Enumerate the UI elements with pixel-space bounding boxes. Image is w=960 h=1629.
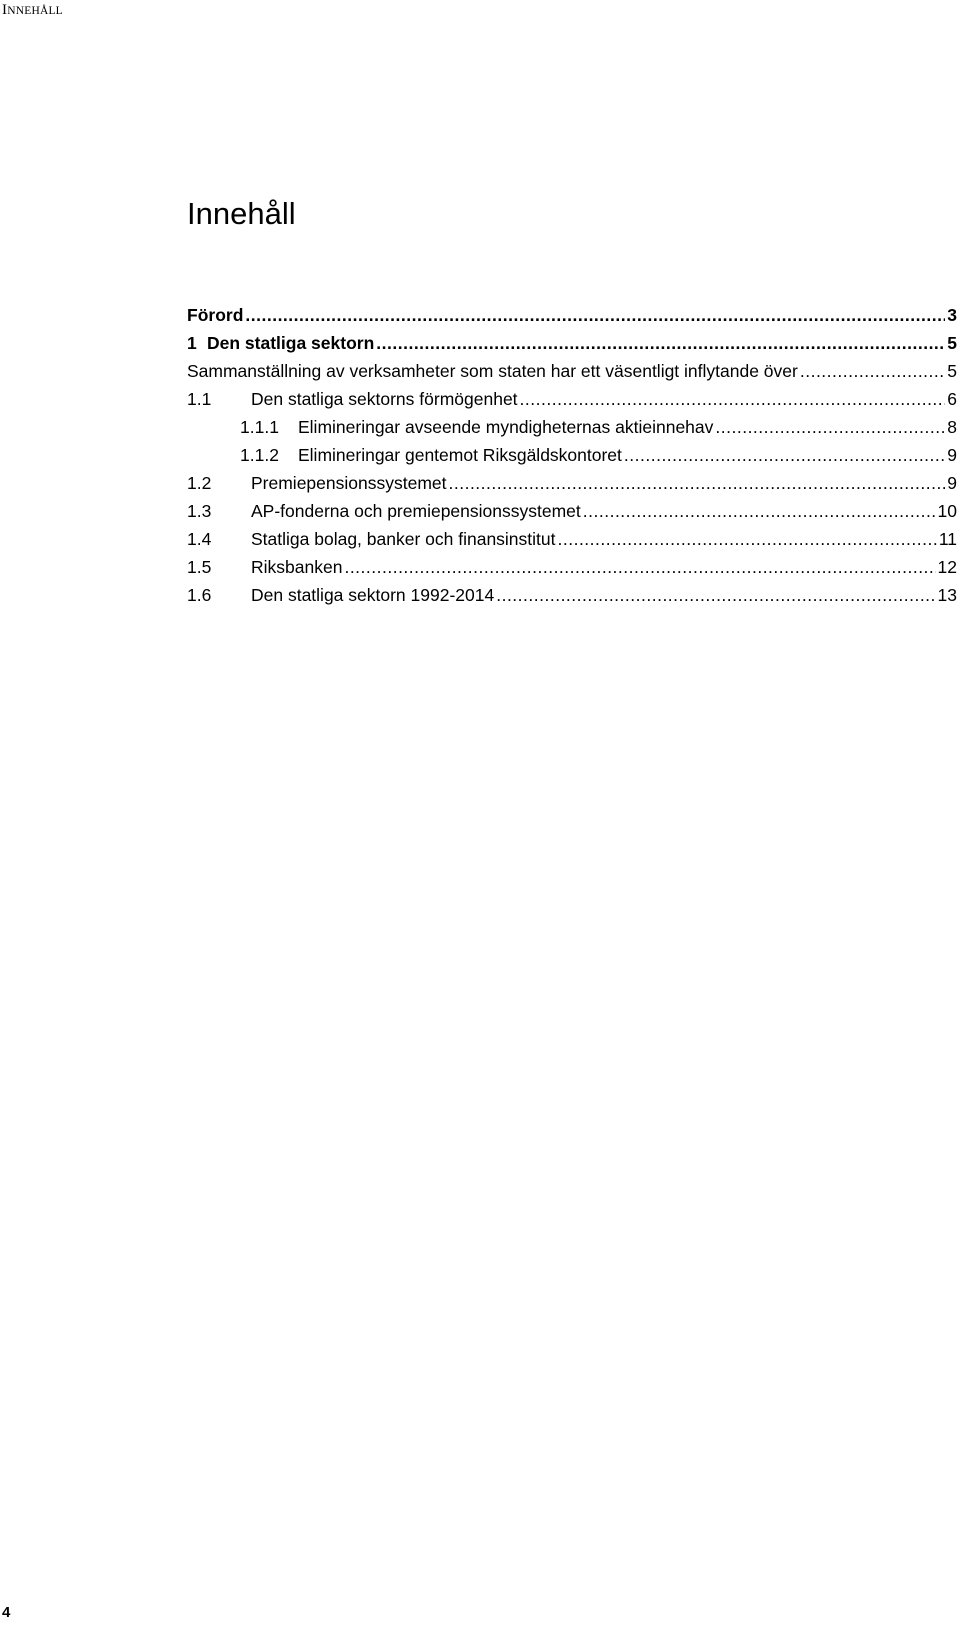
toc-entry-label: Elimineringar gentemot Riksgäldskontoret bbox=[298, 445, 622, 465]
toc-entry-label: Riksbanken bbox=[251, 557, 343, 577]
toc-leader-dots bbox=[624, 445, 945, 466]
running-head-initial: I bbox=[2, 2, 8, 18]
toc-entry-page: 3 bbox=[947, 305, 957, 325]
toc-leader-dots bbox=[583, 501, 936, 522]
toc-entry-number: 1.3 bbox=[187, 501, 212, 521]
toc-entry-label: Elimineringar avseende myndigheternas aktieinnehav bbox=[298, 417, 714, 437]
toc-entry-number: 1.6 bbox=[187, 585, 212, 605]
toc-entry-1-5[interactable] bbox=[187, 557, 957, 585]
toc-leader-dots bbox=[376, 333, 945, 354]
toc-leader-dots bbox=[449, 473, 946, 494]
toc-entry-label: Den statliga sektorn bbox=[207, 333, 375, 353]
toc-entry-number: 1.2 bbox=[187, 473, 212, 493]
toc-entry-1-4[interactable] bbox=[187, 529, 957, 557]
toc-entry-number: 1.5 bbox=[187, 557, 212, 577]
toc-entry-page: 13 bbox=[937, 585, 957, 605]
toc-entry-label: Den statliga sektorn 1992-2014 bbox=[251, 585, 495, 605]
toc-leader-dots bbox=[245, 305, 945, 326]
toc-entry-page: 6 bbox=[947, 389, 957, 409]
toc-leader-dots bbox=[520, 389, 946, 410]
toc-leader-dots bbox=[800, 361, 945, 382]
page-title: Innehåll bbox=[187, 196, 296, 231]
toc-entry-label: Förord bbox=[187, 305, 244, 325]
toc-entry-label: Statliga bolag, banker och finansinstitut bbox=[251, 529, 556, 549]
toc-entry-number: 1.1 bbox=[187, 389, 212, 409]
toc-entry-1[interactable] bbox=[187, 333, 957, 361]
running-head-rest: NNEHÅLL bbox=[7, 5, 63, 17]
toc-entry-1-3[interactable] bbox=[187, 501, 957, 529]
toc-entry-sammanstallning[interactable] bbox=[187, 361, 957, 389]
toc-entry-label: Sammanställning av verksamheter som staten har ett väsentligt inflytande över bbox=[187, 361, 798, 381]
toc-entry-1-6[interactable] bbox=[187, 585, 957, 613]
toc-entry-label: Premiepensionssystemet bbox=[251, 473, 447, 493]
toc-entry-number: 1.1.1 bbox=[240, 417, 279, 437]
toc-entry-number: 1.1.2 bbox=[240, 445, 279, 465]
toc-entry-1-1[interactable] bbox=[187, 389, 957, 417]
toc-entry-page: 9 bbox=[947, 473, 957, 493]
toc-entry-1-1-1[interactable] bbox=[187, 417, 957, 445]
toc-entry-page: 8 bbox=[947, 417, 957, 437]
toc-leader-dots bbox=[496, 585, 935, 606]
toc-entry-forord[interactable] bbox=[187, 305, 957, 333]
toc-leader-dots bbox=[715, 417, 945, 438]
table-of-contents bbox=[187, 305, 957, 613]
toc-entry-page: 12 bbox=[937, 557, 957, 577]
toc-entry-page: 10 bbox=[937, 501, 957, 521]
running-head bbox=[2, 2, 63, 19]
toc-entry-page: 5 bbox=[947, 333, 957, 353]
toc-entry-page: 5 bbox=[947, 361, 957, 381]
toc-entry-label: AP-fonderna och premiepensionssystemet bbox=[251, 501, 581, 521]
toc-entry-number: 1 bbox=[187, 333, 197, 353]
toc-leader-dots bbox=[558, 529, 937, 550]
toc-entry-number: 1.4 bbox=[187, 529, 212, 549]
toc-entry-1-2[interactable] bbox=[187, 473, 957, 501]
toc-entry-label: Den statliga sektorns förmögenhet bbox=[251, 389, 518, 409]
toc-entry-page: 9 bbox=[947, 445, 957, 465]
toc-entry-page: 11 bbox=[938, 529, 957, 549]
toc-leader-dots bbox=[344, 557, 935, 578]
toc-entry-1-1-2[interactable] bbox=[187, 445, 957, 473]
page-number: 4 bbox=[2, 1604, 11, 1621]
